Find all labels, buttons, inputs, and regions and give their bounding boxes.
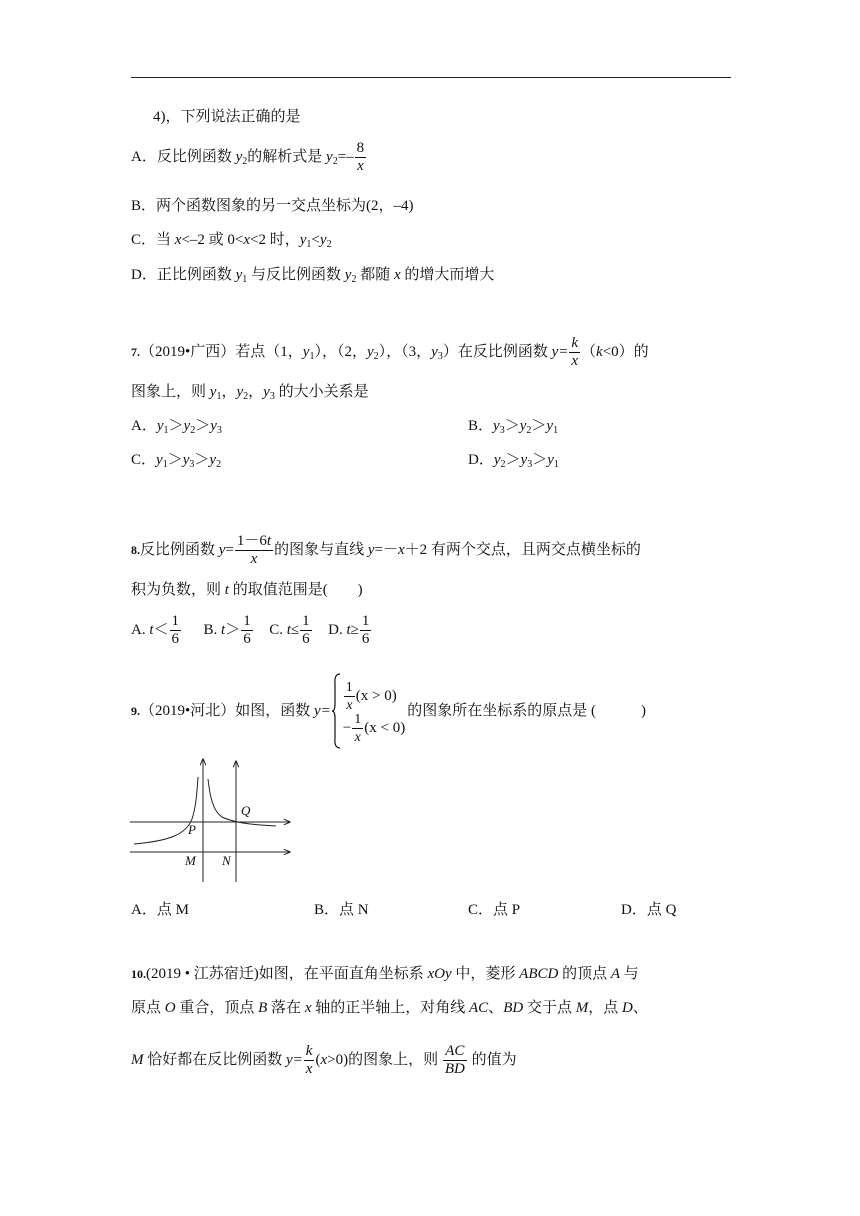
fraction: $\frac{1}{6}$: [302, 613, 310, 647]
q7-stem-line1: 7.（2019•广西）若点（1，$y_1$），（2，$y_2$），（3，$y_3$）在反比例函数 y= $\frac{k}{x}$ （k<0）的: [131, 335, 649, 369]
q6-option-d[interactable]: D．正比例函数 $y_1$ 与反比例函数 $y_2$ 都随 x 的增大而增大: [131, 267, 495, 285]
q6-option-a[interactable]: A．反比例函数 $y_2$的解析式是 $y_2=-$ $\frac{8}{x}$: [131, 140, 365, 174]
fraction: $\frac{1}{6}$: [171, 613, 180, 647]
q7-stem-line2: 图象上，则 $y_1$，$y_2$，$y_3$ 的大小关系是: [131, 384, 369, 402]
q10-stem-line3: M 恰好都在反比例函数 y= $\frac{k}{x}$ (x>0)的图象上，则 $\frac{AC}{BD}$ 的值为: [131, 1043, 517, 1077]
q9-option-d[interactable]: D．点 Q: [621, 902, 677, 918]
point-label-q: Q: [241, 803, 251, 818]
q9-graph-figure: [128, 757, 293, 885]
q6-stem-continuation: 4)，下列说法正确的是: [153, 109, 301, 125]
piecewise-cases: $\frac{1}{x}$ (x > 0) − $\frac{1}{x}$ (x < 0): [342, 680, 406, 745]
fraction: $\frac{1-6t}{x}$: [236, 533, 272, 567]
q8-stem-line1: 8.反比例函数 y= $\frac{1-6t}{x}$ 的图象与直线 y=－x＋2 有两个交点，且两交点横坐标的: [131, 533, 641, 567]
q8-stem-line2: 积为负数，则 t 的取值范围是( ): [131, 582, 363, 598]
q8-option-a[interactable]: A. t＜ $\frac{1}{6}$: [131, 613, 180, 647]
header-rule: [131, 77, 731, 78]
question-number: 9.: [131, 704, 140, 718]
q10-stem-line2: 原点 O 重合，顶点 B 落在 x 轴的正半轴上，对角线 AC、BD 交于点 M，点 D、: [131, 1000, 648, 1016]
q8-option-d[interactable]: D. t≥ $\frac{1}{6}$: [328, 613, 370, 647]
point-label-m: M: [185, 853, 196, 868]
fraction: $\frac{8}{x}$: [356, 140, 365, 174]
question-number: 8.: [131, 542, 140, 557]
q8-option-b[interactable]: B. t＞ $\frac{1}{6}$: [203, 613, 251, 647]
point-label-n: N: [222, 853, 231, 868]
q7-option-a[interactable]: A．$y_1>y_2>y_3$: [131, 418, 222, 436]
q9-option-a[interactable]: A．点 M: [131, 902, 189, 918]
q9-stem: 9.（2019•河北）如图，函数 y= $\frac{1}{x}$ (x > 0) − $\frac{1}{x}$ (x < 0) 的图象所在坐标系的原点是 ( ): [131, 672, 646, 762]
question-number: 10.: [131, 967, 146, 981]
q9-option-b[interactable]: B．点 N: [314, 902, 369, 918]
point-label-p: P: [188, 822, 196, 837]
fraction: $\frac{1}{6}$: [361, 613, 370, 647]
q9-option-c[interactable]: C．点 P: [468, 902, 521, 918]
q7-option-c[interactable]: C．$y_1>y_3>y_2$: [131, 452, 222, 470]
fraction: $\frac{1}{6}$: [243, 613, 251, 647]
q8-options: [131, 613, 372, 648]
q7-option-b[interactable]: B．$y_3>y_2>y_1$: [468, 418, 559, 436]
q10-stem-line1: 10.(2019 • 江苏宿迁)如图，在平面直角坐标系 xOy 中，菱形 ABCD 的顶点 A 与: [131, 966, 639, 982]
q7-option-d[interactable]: D．$y_2>y_3>y_1$: [468, 452, 559, 470]
fraction: $\frac{k}{x}$: [305, 1043, 313, 1077]
q8-option-c[interactable]: C. t≤ $\frac{1}{6}$: [269, 613, 310, 647]
q6-option-b[interactable]: B．两个函数图象的另一交点坐标为(2，–4): [131, 198, 414, 214]
fraction: $\frac{k}{x}$: [571, 335, 579, 369]
question-number: 7.: [131, 344, 140, 359]
fraction: $\frac{AC}{BD}$: [444, 1043, 465, 1077]
q6-option-c[interactable]: C．当 x<–2 或 0<x<2 时，$y_1<y_2$: [131, 232, 332, 250]
left-brace: [331, 672, 341, 750]
